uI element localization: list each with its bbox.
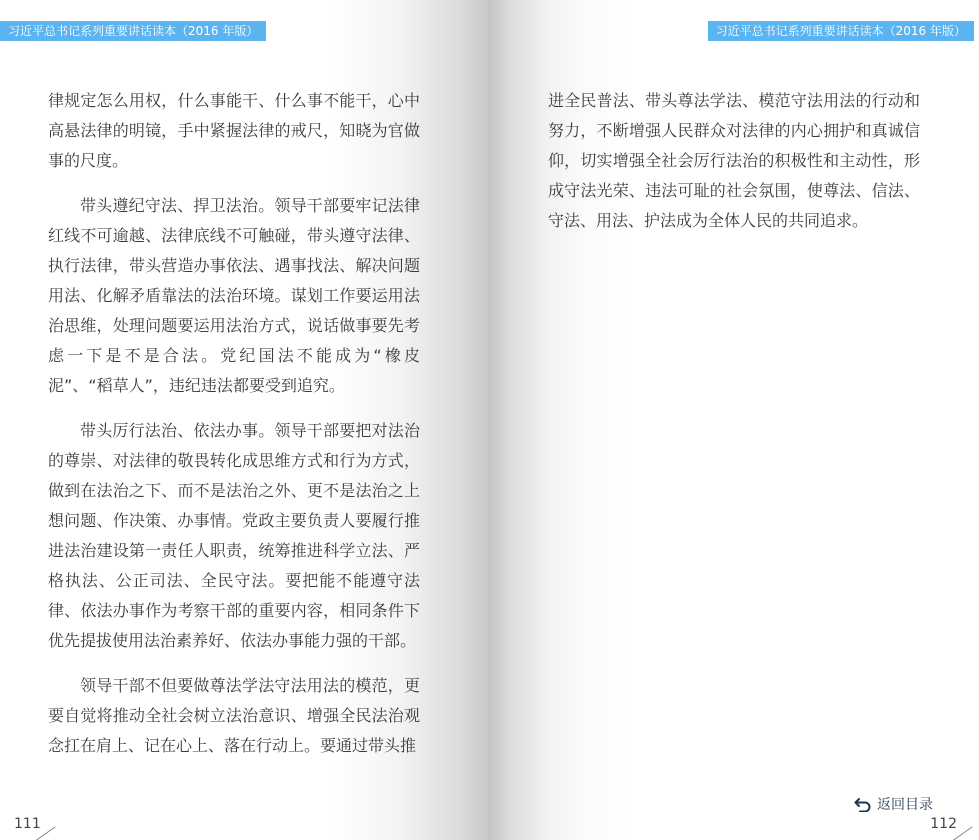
paragraph: 律规定怎么用权，什么事能干、什么事不能干，心中高悬法律的明镜，手中紧握法律的戒尺，知晓为官做事的尺度。 [48, 91, 420, 170]
back-to-toc-label: 返回目录 [877, 797, 933, 813]
paragraph: 进全民普法、带头尊法学法、模范守法用法的行动和努力，不断增强人民群众对法律的内心拥护和真诚信仰，切实增强全社会厉行法治的积极性和主动性，形成守法光荣、违法可耻的社会氛围，使尊法、信法、守法、用法、护法成为全体人民的共同追求。 [548, 91, 920, 230]
book-title-header: 习近平总书记系列重要讲话读本（2016 年版） [0, 21, 266, 41]
paragraph: 带头厉行法治、依法办事。领导干部要把对法治的尊崇、对法律的敬畏转化成思维方式和行为方式，做到在法治之下、而不是法治之外、更不是法治之上想问题、作决策、办事情。党政主要负责人要履行推进法治建设第一责任人职责，统筹推进科学立法、严格执法、公正司法、全民守法。要把能不能遵守法律、依法办事作为考察干部的重要内容，相同条件下优先提拔使用法治素养好、依法办事能力强的干部。 [48, 421, 420, 650]
right-page [488, 0, 979, 840]
book-title-header: 习近平总书记系列重要讲话读本（2016 年版） [708, 21, 974, 41]
paragraph: 领导干部不但要做尊法学法守法用法的模范，更要自觉将推动全社会树立法治意识、增强全民法治观念扛在肩上、记在心上、落在行动上。要通过带头推 [48, 676, 420, 755]
page-number: 112 [930, 816, 957, 832]
paragraph: 带头遵纪守法、捍卫法治。领导干部要牢记法律红线不可逾越、法律底线不可触碰，带头遵守法律、执行法律，带头营造办事依法、遇事找法、解决问题用法、化解矛盾靠法的法治环境。谋划工作要运用法治思维，处理问题要运用法治方式，说话做事要先考虑一下是不是合法。党纪国法不能成为“橡皮泥”、“稻草人”，违纪违法都要受到追究。 [48, 196, 420, 395]
left-page [0, 0, 488, 840]
page-number: 111 [14, 816, 41, 832]
left-page-body [48, 86, 420, 776]
back-to-toc-button[interactable] [854, 794, 933, 814]
return-arrow-icon [854, 796, 872, 812]
right-page-body [548, 86, 920, 251]
